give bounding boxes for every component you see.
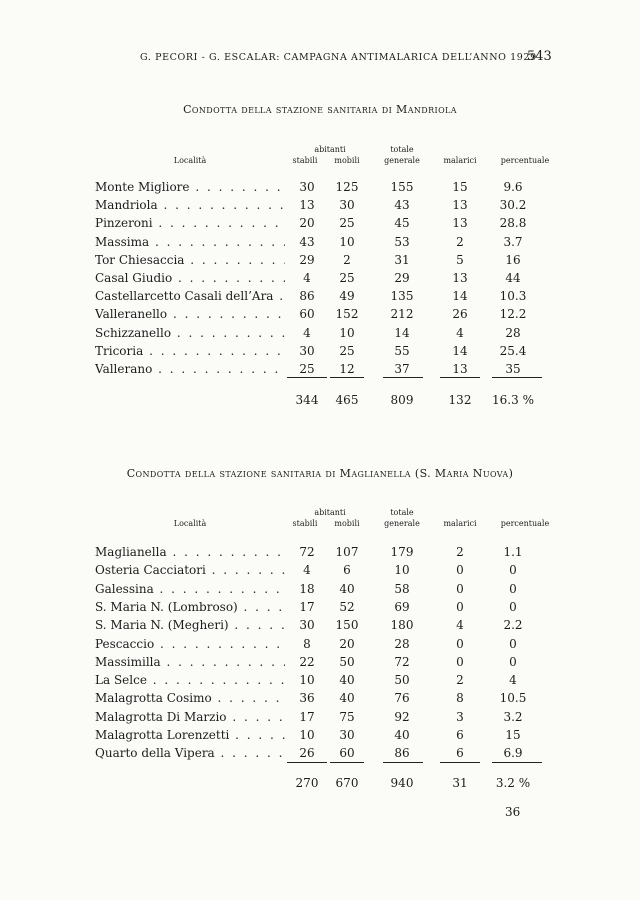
total-rule	[492, 762, 542, 763]
cell-totale: 45	[394, 216, 410, 231]
page-number: 543	[527, 49, 552, 64]
cell-stabili: 10	[299, 728, 315, 742]
cell-totale: 37	[394, 362, 410, 376]
cell-totale: 72	[394, 654, 410, 669]
total-rule	[330, 762, 364, 763]
cell-localita: Valleranello . . .	[95, 307, 285, 321]
cell-totale: 135	[390, 289, 414, 304]
total-totale: 940	[390, 776, 414, 790]
cell-mobili: 40	[339, 673, 355, 688]
cell-mobili: 12	[339, 362, 355, 376]
cell-totale: 86	[394, 746, 410, 761]
cell-stabili: 20	[299, 216, 315, 231]
running-title: G. PECORI - G. ESCALAR: CAMPAGNA ANTIMALARICA DELL’ANNO 1929	[140, 52, 537, 63]
cell-totale: 10	[394, 563, 410, 578]
total-percentuale: 16.3 %	[492, 393, 534, 407]
table-row	[0, 728, 640, 746]
total-malarici: 31	[452, 776, 468, 790]
cell-percentuale: 4	[509, 673, 517, 688]
cell-totale: 53	[394, 234, 410, 249]
col-head-malarici: malarici	[443, 156, 477, 165]
cell-totale: 155	[390, 180, 414, 194]
cell-stabili: 60	[299, 307, 315, 322]
cell-malarici: 13	[452, 216, 468, 231]
cell-malarici: 0	[456, 654, 464, 669]
cell-malarici: 13	[452, 198, 468, 213]
cell-malarici: 2	[456, 545, 464, 559]
table-row	[0, 198, 640, 216]
table-row	[0, 545, 640, 563]
total-mobili: 465	[335, 393, 359, 407]
cell-mobili: 49	[339, 289, 355, 304]
total-rule	[287, 762, 327, 763]
cell-localita: Massimilla . . .	[95, 655, 285, 669]
cell-stabili: 18	[299, 581, 315, 596]
col-head-mobili: mobili	[334, 156, 360, 165]
cell-totale: 50	[394, 673, 410, 688]
total-rule	[440, 762, 480, 763]
cell-percentuale: 0	[509, 599, 517, 614]
cell-mobili: 25	[339, 216, 355, 231]
col-head-stabili: stabili	[292, 519, 318, 528]
cell-localita: Mandriola . . .	[95, 198, 285, 212]
cell-malarici: 6	[456, 728, 464, 742]
cell-stabili: 8	[303, 636, 311, 651]
cell-localita: Galessina . . .	[95, 582, 285, 596]
cell-localita: Osteria Cacciatori . . .	[95, 563, 285, 577]
cell-percentuale: 3.2	[503, 709, 523, 724]
cell-stabili: 26	[299, 746, 315, 761]
cell-mobili: 40	[339, 691, 355, 706]
col-head-mobili: mobili	[334, 519, 360, 528]
cell-stabili: 22	[299, 654, 315, 669]
cell-stabili: 4	[303, 271, 311, 285]
col-head-generale: generale	[384, 519, 420, 528]
cell-percentuale: 1.1	[503, 545, 523, 559]
cell-stabili: 29	[299, 252, 315, 267]
col-head-totale: totale	[390, 145, 414, 154]
cell-stabili: 10	[299, 673, 315, 688]
cell-mobili: 125	[335, 180, 359, 194]
table-row	[0, 344, 640, 362]
cell-localita: La Selce . . .	[95, 673, 285, 687]
cell-percentuale: 0	[509, 654, 517, 669]
cell-totale: 179	[390, 545, 414, 559]
cell-localita: Schizzanello . . .	[95, 326, 285, 340]
cell-percentuale: 44	[505, 271, 521, 285]
cell-malarici: 15	[452, 180, 468, 194]
cell-localita: S. Maria N. (Megheri) . . .	[95, 618, 285, 632]
col-head-localita: Località	[173, 156, 207, 165]
cell-mobili: 107	[335, 545, 359, 559]
cell-localita: Pescaccio . . .	[95, 637, 285, 651]
cell-totale: 76	[394, 691, 410, 706]
table-row	[0, 655, 640, 673]
cell-percentuale: 0	[509, 563, 517, 578]
cell-percentuale: 28	[505, 325, 521, 340]
cell-malarici: 0	[456, 636, 464, 651]
cell-totale: 43	[394, 198, 410, 213]
table-row	[0, 307, 640, 325]
cell-totale: 92	[394, 709, 410, 724]
col-head-malarici: malarici	[443, 519, 477, 528]
col-head-localita: Località	[173, 519, 207, 528]
cell-localita: Maglianella . . .	[95, 545, 285, 559]
cell-totale: 31	[394, 252, 410, 267]
cell-malarici: 14	[452, 343, 468, 358]
cell-stabili: 17	[299, 599, 315, 614]
col-head-totale: totale	[390, 508, 414, 517]
cell-malarici: 2	[456, 673, 464, 688]
cell-percentuale: 30.2	[499, 198, 527, 213]
cell-mobili: 30	[339, 198, 355, 213]
cell-percentuale: 35	[505, 362, 521, 376]
cell-stabili: 4	[303, 563, 311, 578]
signature-mark: 36	[505, 805, 521, 819]
cell-mobili: 152	[335, 307, 359, 322]
cell-stabili: 17	[299, 709, 315, 724]
cell-percentuale: 25.4	[499, 343, 527, 358]
cell-malarici: 26	[452, 307, 468, 322]
cell-localita: Casal Giudio . . .	[95, 271, 285, 285]
cell-percentuale: 9.6	[503, 180, 523, 194]
total-rule	[440, 377, 480, 378]
cell-totale: 69	[394, 599, 410, 614]
cell-totale: 58	[394, 581, 410, 596]
cell-malarici: 0	[456, 581, 464, 596]
cell-stabili: 25	[299, 362, 315, 376]
cell-totale: 55	[394, 343, 410, 358]
total-rule	[492, 377, 542, 378]
cell-percentuale: 0	[509, 636, 517, 651]
cell-mobili: 150	[335, 618, 359, 633]
cell-malarici: 14	[452, 289, 468, 304]
cell-localita: Monte Migliore . . .	[95, 180, 285, 194]
cell-totale: 29	[394, 271, 410, 285]
cell-percentuale: 12.2	[499, 307, 527, 322]
cell-percentuale: 6.9	[503, 746, 523, 761]
total-rule	[383, 762, 423, 763]
cell-mobili: 60	[339, 746, 355, 761]
cell-localita: Vallerano . . .	[95, 362, 285, 376]
total-stabili: 270	[295, 776, 319, 790]
col-head-generale: generale	[384, 156, 420, 165]
cell-mobili: 40	[339, 581, 355, 596]
col-head-percentuale: percentuale	[500, 156, 550, 165]
col-head-percentuale: percentuale	[500, 519, 550, 528]
cell-totale: 28	[394, 636, 410, 651]
cell-mobili: 75	[339, 709, 355, 724]
cell-mobili: 25	[339, 343, 355, 358]
table-row	[0, 637, 640, 655]
table-row	[0, 600, 640, 618]
table-row	[0, 271, 640, 289]
cell-mobili: 50	[339, 654, 355, 669]
total-mobili: 670	[335, 776, 359, 790]
cell-malarici: 6	[456, 746, 464, 761]
table-title: Condotta della stazione sanitaria di Maglianella (S. Maria Nuova)	[126, 467, 514, 480]
cell-malarici: 0	[456, 599, 464, 614]
cell-mobili: 52	[339, 599, 355, 614]
col-head-stabili: stabili	[292, 156, 318, 165]
cell-malarici: 3	[456, 709, 464, 724]
cell-malarici: 5	[456, 252, 464, 267]
cell-localita: Tor Chiesaccia . . .	[95, 253, 285, 267]
cell-totale: 14	[394, 325, 410, 340]
cell-localita: Massima . . .	[95, 235, 285, 249]
cell-percentuale: 10.5	[499, 691, 527, 706]
total-rule	[383, 377, 423, 378]
cell-malarici: 4	[456, 325, 464, 340]
cell-stabili: 4	[303, 325, 311, 340]
cell-totale: 40	[394, 728, 410, 742]
table-row	[0, 563, 640, 581]
cell-stabili: 30	[299, 343, 315, 358]
cell-percentuale: 3.7	[503, 234, 523, 249]
cell-malarici: 8	[456, 691, 464, 706]
cell-percentuale: 2.2	[503, 618, 523, 633]
cell-stabili: 30	[299, 180, 315, 194]
cell-localita: S. Maria N. (Lombroso) . . .	[95, 600, 285, 614]
cell-localita: Castellarcetto Casali dell’Ara . . .	[95, 289, 285, 303]
cell-localita: Pinzeroni . . .	[95, 216, 285, 230]
cell-malarici: 4	[456, 618, 464, 633]
cell-malarici: 13	[452, 271, 468, 285]
cell-malarici: 0	[456, 563, 464, 578]
cell-stabili: 43	[299, 234, 315, 249]
cell-stabili: 13	[299, 198, 315, 213]
total-stabili: 344	[295, 393, 319, 407]
total-totale: 809	[390, 393, 414, 407]
table-row	[0, 180, 640, 198]
table-row	[0, 253, 640, 271]
cell-localita: Malagrotta Lorenzetti . . .	[95, 728, 285, 742]
table-title: Condotta della stazione sanitaria di Mandriola	[183, 103, 457, 116]
total-rule	[330, 377, 364, 378]
table-row	[0, 582, 640, 600]
table-row	[0, 216, 640, 234]
cell-percentuale: 0	[509, 581, 517, 596]
cell-localita: Malagrotta Di Marzio . . .	[95, 710, 285, 724]
cell-mobili: 30	[339, 728, 355, 742]
cell-localita: Quarto della Vipera . . .	[95, 746, 285, 760]
cell-stabili: 30	[299, 618, 315, 633]
total-rule	[287, 377, 327, 378]
cell-localita: Malagrotta Cosimo . . .	[95, 691, 285, 705]
cell-totale: 180	[390, 618, 414, 633]
cell-malarici: 13	[452, 362, 468, 376]
table-row	[0, 691, 640, 709]
total-percentuale: 3.2 %	[495, 776, 531, 790]
cell-malarici: 2	[456, 234, 464, 249]
cell-mobili: 10	[339, 234, 355, 249]
table-row	[0, 673, 640, 691]
cell-percentuale: 15	[505, 728, 521, 742]
cell-stabili: 36	[299, 691, 315, 706]
cell-mobili: 20	[339, 636, 355, 651]
table-row	[0, 618, 640, 636]
table-row	[0, 326, 640, 344]
cell-mobili: 6	[343, 563, 351, 578]
cell-percentuale: 16	[505, 252, 521, 267]
cell-localita: Tricoria . . .	[95, 344, 285, 358]
cell-stabili: 86	[299, 289, 315, 304]
cell-stabili: 72	[299, 545, 315, 559]
cell-mobili: 25	[339, 271, 355, 285]
table-row	[0, 235, 640, 253]
table-row	[0, 710, 640, 728]
cell-percentuale: 10.3	[499, 289, 527, 304]
cell-mobili: 10	[339, 325, 355, 340]
table-row	[0, 289, 640, 307]
cell-totale: 212	[390, 307, 414, 322]
cell-mobili: 2	[343, 252, 351, 267]
col-head-abitanti: abitanti	[314, 145, 346, 154]
total-malarici: 132	[448, 393, 472, 407]
cell-percentuale: 28.8	[499, 216, 527, 231]
col-head-abitanti: abitanti	[314, 508, 346, 517]
